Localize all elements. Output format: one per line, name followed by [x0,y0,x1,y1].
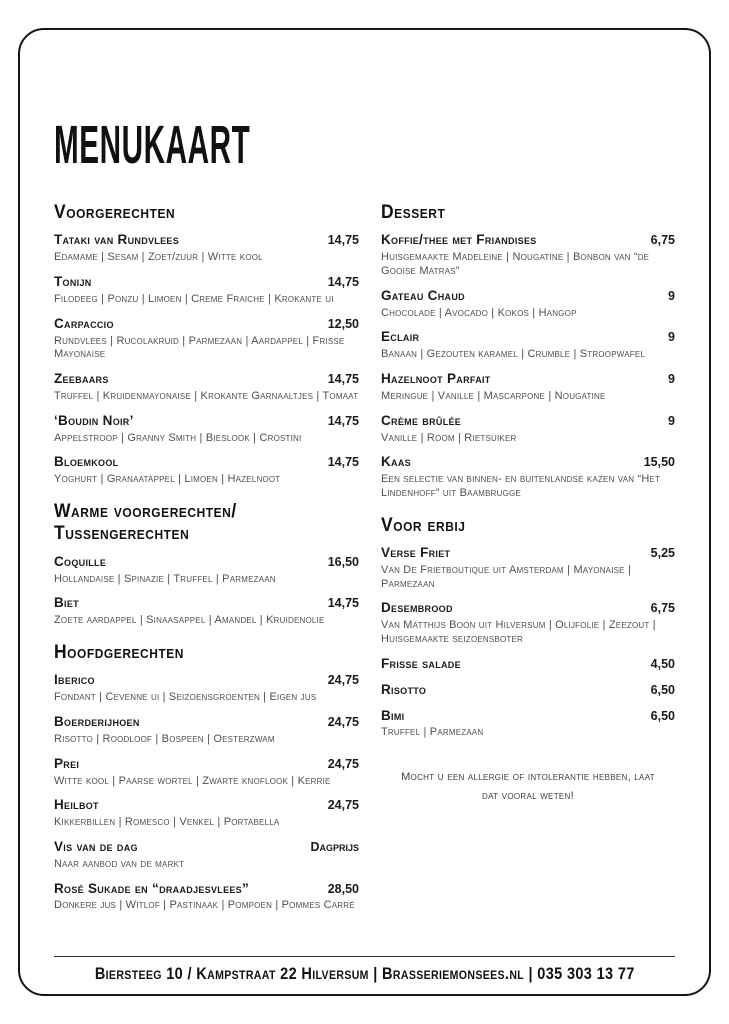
item-description: Witte kool | Paarse wortel | Zwarte knoflook | Kerrie [54,774,331,787]
menu-item [381,545,675,591]
item-description: Kikkerbillen | Romesco | Venkel | Portabella [54,816,280,829]
item-name: Tonijn [54,274,92,290]
menu-item-row [54,454,359,471]
menu-item [381,656,675,673]
menu-item-row [381,545,675,562]
menu-card [18,28,711,996]
item-name: Gateau Chaud [381,287,465,303]
item-price: 14,75 [327,372,359,387]
page-title: MENUKAART [54,115,251,175]
item-price: 12,50 [327,316,359,331]
item-name: Desembrood [381,600,453,616]
menu-item-row [54,595,359,612]
item-description: Van Matthijs Boon uit Hilversum | Olijfolie | Zeezout | Huisgemaakte seizoensboter [381,619,656,646]
item-description: Meringue | Vanille | Mascarpone | Nougatine [381,389,606,402]
item-description: Hollandaise | Spinazie | Truffel | Parmezaan [54,572,276,585]
menu-item-row [54,371,359,388]
item-price: 15,50 [643,455,675,470]
item-name: Risotto [381,681,427,697]
menu-item [54,672,359,705]
item-price: 9 [668,330,675,345]
menu-item-row [381,232,675,249]
item-price: 24,75 [327,715,359,729]
menu-item-row [381,682,675,699]
item-description: Risotto | Roodloof | Bospeen | Oesterzwam [54,732,275,745]
item-description: Truffel | Kruidenmayonaise | Krokante Garnaaltjes | Tomaat [54,389,359,402]
item-price: 14,75 [327,413,359,428]
item-price: 6,75 [650,601,675,616]
menu-item-row [381,413,675,430]
menu-item [54,881,359,914]
menu-item [54,413,359,446]
menu-item [381,413,675,446]
menu-column-right [381,202,675,922]
item-price: 5,25 [650,546,675,561]
item-description: Huisgemaakte Madeleine | Nougatine | Bonbon van “de Gooise Matras” [381,251,650,278]
item-price: 6,50 [650,682,675,697]
menu-item [54,797,359,830]
menu-item [54,274,359,307]
item-description: Naar aanbod van de markt [54,857,185,870]
menu-column-left [54,202,359,922]
item-description: Zoete aardappel | Sinaasappel | Amandel | Kruidenolie [54,614,325,627]
item-name: Verse Friet [381,545,451,561]
item-price: 6,50 [650,708,675,723]
item-price: 14,75 [327,233,359,248]
item-name: Bimi [381,707,405,723]
item-name: Zeebaars [54,371,109,387]
item-name: Tataki van Rundvlees [54,232,179,248]
section-heading: Voorgerechten [54,202,176,223]
menu-item [381,329,675,362]
item-description: Rundvlees | Rucolakruid | Parmezaan | Aardappel | Frisse Mayonaise [54,334,345,361]
item-description: Fondant | Cevenne ui | Seizoensgroenten | Eigen jus [54,691,317,704]
menu-item-row [381,329,675,346]
menu-item [54,756,359,789]
item-price: 9 [668,288,675,303]
item-name: Vis van de dag [54,838,138,854]
menu-item-row [381,600,675,617]
item-name: Iberico [54,672,95,688]
menu-item [54,371,359,404]
item-name: Kaas [381,454,411,470]
footer-contact: Biersteeg 10 / Kampstraat 22 Hilversum | Brasseriemonsees.nl | 035 303 13 77 [94,965,635,983]
menu-item [54,316,359,362]
menu-item [381,288,675,321]
menu-item-row [381,708,675,725]
item-price: 9 [668,413,675,428]
menu-item-row [54,881,359,898]
item-price: 4,50 [650,656,675,671]
item-name: Rosé Sukade en “draadjesvlees” [54,880,250,896]
item-price: 24,75 [327,798,359,813]
menu-item-row [381,371,675,388]
menu-item-row [54,554,359,571]
item-price: 24,75 [327,673,359,688]
item-name: Hazelnoot Parfait [381,371,491,387]
item-description: Edamame | Sesam | Zoet/zuur | Witte kool [54,251,263,264]
menu-item-row [54,839,359,856]
item-price: 14,75 [327,455,359,470]
item-description: Filodeeg | Ponzu | Limoen | Creme Fraiche | Krokante ui [54,292,334,305]
menu-item-row [381,656,675,673]
menu-item [54,454,359,487]
menu-item [54,554,359,587]
item-name: Bloemkool [54,454,119,470]
menu-item-row [54,756,359,773]
item-name: Biet [54,595,79,611]
section-heading: Warme voorgerechten/ Tussengerechten [54,500,237,545]
item-name: Coquille [54,553,107,569]
footer [54,956,675,984]
menu-item [54,839,359,872]
section-heading: Dessert [381,202,446,223]
item-description: Vanille | Room | Rietsuiker [381,431,517,444]
menu-item-row [54,672,359,689]
item-name: Frisse salade [381,655,461,671]
menu-item [381,682,675,699]
item-description: Chocolade | Avocado | Kokos | Hangop [381,306,577,319]
menu-item [54,714,359,747]
item-price: 14,75 [327,596,359,611]
menu-item [54,595,359,628]
menu-columns [54,202,675,922]
item-name: Boerderijhoen [54,714,140,729]
item-price: Dagprijs [310,839,359,854]
menu-item-row [54,413,359,430]
item-description: Banaan | Gezouten karamel | Crumble | Stroopwafel [381,348,646,361]
item-description: Van De Frietboutique uit Amsterdam | Mayonaise | Parmezaan [381,563,632,590]
item-name: Heilbot [54,797,99,813]
item-name: Koffie/thee met Friandises [381,232,537,248]
item-price: 14,75 [327,275,359,290]
menu-item [381,708,675,741]
section-heading: Voor erbij [381,514,466,536]
item-price: 6,75 [650,233,675,248]
item-price: 16,50 [327,554,359,569]
menu-item [54,232,359,265]
menu-item-row [54,274,359,291]
item-price: 28,50 [327,881,359,896]
menu-item [381,600,675,646]
menu-item-row [54,316,359,333]
item-description: Appelstroop | Granny Smith | Bieslook | Crostini [54,431,302,444]
menu-item-row [54,797,359,814]
item-name: Carpaccio [54,315,114,331]
item-name: Eclair [381,329,420,345]
item-name: ‘Boudin Noir’ [54,412,134,428]
menu-item [381,371,675,404]
menu-item-row [54,714,359,731]
allergy-note: Mocht u een allergie of intolerantie hebben, laat dat vooral weten! [401,771,655,802]
item-price: 9 [668,372,675,387]
item-description: Yoghurt | Granaatappel | Limoen | Hazelnoot [54,473,281,486]
menu-item [381,454,675,500]
menu-item-row [54,232,359,249]
item-description: Truffel | Parmezaan [381,726,484,739]
item-name: Crème brûlée [381,412,462,428]
item-description: Een selectie van binnen- en buitenlandse kazen van “Het Lindenhoff” uit Baambrugge [381,473,661,499]
item-price: 24,75 [327,756,359,771]
menu-item [381,232,675,278]
section-heading: Hoofdgerechten [54,641,184,663]
item-name: Prei [54,755,80,771]
menu-item-row [381,454,675,471]
menu-item-row [381,288,675,305]
item-description: Donkere jus | Witlof | Pastinaak | Pompoen | Pommes Carré [54,899,355,912]
